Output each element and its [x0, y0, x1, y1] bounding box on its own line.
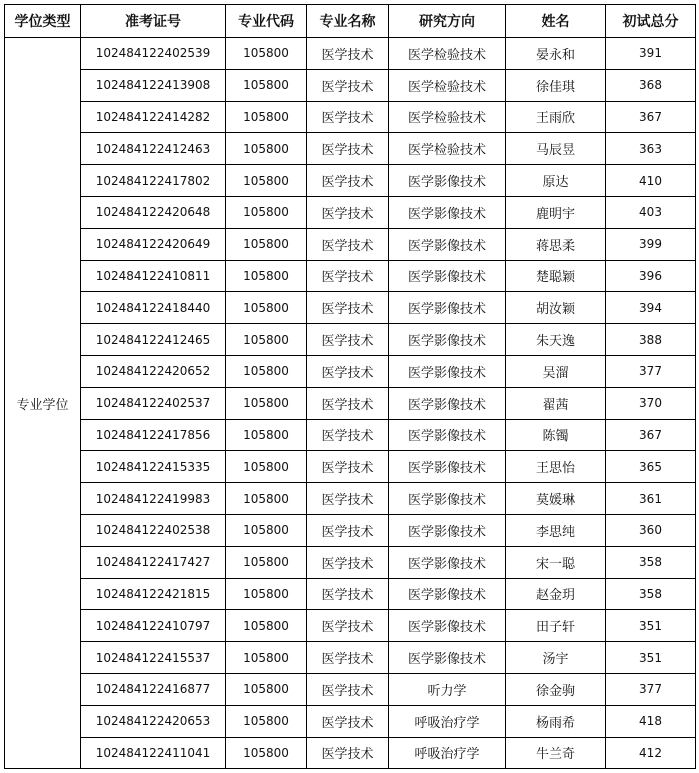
- major-name-cell: 医学技术: [307, 196, 389, 228]
- table-row: [5, 673, 696, 705]
- direction-cell: 医学影像技术: [389, 165, 506, 197]
- header-row: [5, 5, 696, 38]
- student-name-cell: 莫媛琳: [506, 483, 606, 515]
- direction-cell: 医学检验技术: [389, 38, 506, 70]
- score-cell: 410: [606, 165, 696, 197]
- student-name-cell: 翟茜: [506, 387, 606, 419]
- student-name-cell: 宋一聪: [506, 546, 606, 578]
- table-row: [5, 514, 696, 546]
- direction-cell: 医学影像技术: [389, 387, 506, 419]
- table-row: [5, 324, 696, 356]
- score-cell: 396: [606, 260, 696, 292]
- score-cell: 367: [606, 101, 696, 133]
- major-name-cell: 医学技术: [307, 483, 389, 515]
- exam-id-cell: 102484122420649: [81, 228, 226, 260]
- exam-id-cell: 102484122420652: [81, 355, 226, 387]
- score-cell: 394: [606, 292, 696, 324]
- table-row: [5, 101, 696, 133]
- score-cell: 418: [606, 705, 696, 737]
- direction-cell: 医学影像技术: [389, 642, 506, 674]
- header-name: 姓名: [506, 5, 606, 38]
- direction-cell: 医学影像技术: [389, 514, 506, 546]
- major-name-cell: 医学技术: [307, 228, 389, 260]
- direction-cell: 医学影像技术: [389, 546, 506, 578]
- major-code-cell: 105800: [226, 578, 307, 610]
- major-code-cell: 105800: [226, 642, 307, 674]
- direction-cell: 呼吸治疗学: [389, 737, 506, 769]
- major-code-cell: 105800: [226, 705, 307, 737]
- exam-id-cell: 102484122417802: [81, 165, 226, 197]
- student-name-cell: 陈镯: [506, 419, 606, 451]
- exam-id-cell: 102484122414282: [81, 101, 226, 133]
- major-name-cell: 医学技术: [307, 419, 389, 451]
- major-name-cell: 医学技术: [307, 38, 389, 70]
- direction-cell: 医学影像技术: [389, 324, 506, 356]
- major-code-cell: 105800: [226, 546, 307, 578]
- score-cell: 399: [606, 228, 696, 260]
- major-name-cell: 医学技术: [307, 324, 389, 356]
- direction-cell: 医学影像技术: [389, 292, 506, 324]
- direction-cell: 医学影像技术: [389, 228, 506, 260]
- major-name-cell: 医学技术: [307, 578, 389, 610]
- exam-id-cell: 102484122417427: [81, 546, 226, 578]
- student-name-cell: 李思纯: [506, 514, 606, 546]
- score-cell: 351: [606, 642, 696, 674]
- major-code-cell: 105800: [226, 387, 307, 419]
- direction-cell: 医学影像技术: [389, 578, 506, 610]
- header-major-code: 专业代码: [226, 5, 307, 38]
- student-name-cell: 蒋思柔: [506, 228, 606, 260]
- table-row: [5, 69, 696, 101]
- exam-id-cell: 102484122402537: [81, 387, 226, 419]
- major-name-cell: 医学技术: [307, 101, 389, 133]
- table-row: [5, 228, 696, 260]
- table-row: [5, 133, 696, 165]
- score-cell: 361: [606, 483, 696, 515]
- degree-type-cell: 专业学位: [5, 38, 81, 769]
- header-score: 初试总分: [606, 5, 696, 38]
- exam-id-cell: 102484122412465: [81, 324, 226, 356]
- direction-cell: 医学影像技术: [389, 610, 506, 642]
- score-cell: 377: [606, 355, 696, 387]
- major-code-cell: 105800: [226, 324, 307, 356]
- major-code-cell: 105800: [226, 38, 307, 70]
- score-table: [4, 4, 696, 769]
- table-row: [5, 483, 696, 515]
- student-name-cell: 杨雨希: [506, 705, 606, 737]
- student-name-cell: 鹿明宇: [506, 196, 606, 228]
- student-name-cell: 牛兰奇: [506, 737, 606, 769]
- score-cell: 368: [606, 69, 696, 101]
- direction-cell: 医学检验技术: [389, 133, 506, 165]
- student-name-cell: 汤宇: [506, 642, 606, 674]
- table-row: [5, 610, 696, 642]
- major-code-cell: 105800: [226, 419, 307, 451]
- direction-cell: 医学影像技术: [389, 196, 506, 228]
- table-row: [5, 355, 696, 387]
- student-name-cell: 吴溜: [506, 355, 606, 387]
- major-code-cell: 105800: [226, 514, 307, 546]
- major-name-cell: 医学技术: [307, 133, 389, 165]
- student-name-cell: 徐佳琪: [506, 69, 606, 101]
- table-row: [5, 737, 696, 769]
- major-code-cell: 105800: [226, 228, 307, 260]
- direction-cell: 医学影像技术: [389, 451, 506, 483]
- exam-id-cell: 102484122421815: [81, 578, 226, 610]
- score-cell: 403: [606, 196, 696, 228]
- score-cell: 412: [606, 737, 696, 769]
- direction-cell: 医学检验技术: [389, 101, 506, 133]
- table-row: [5, 387, 696, 419]
- major-code-cell: 105800: [226, 133, 307, 165]
- direction-cell: 医学影像技术: [389, 355, 506, 387]
- student-name-cell: 王思怡: [506, 451, 606, 483]
- exam-id-cell: 102484122410797: [81, 610, 226, 642]
- major-name-cell: 医学技术: [307, 514, 389, 546]
- major-code-cell: 105800: [226, 737, 307, 769]
- major-name-cell: 医学技术: [307, 165, 389, 197]
- table-row: [5, 196, 696, 228]
- exam-id-cell: 102484122402538: [81, 514, 226, 546]
- major-code-cell: 105800: [226, 260, 307, 292]
- student-name-cell: 原达: [506, 165, 606, 197]
- table-row: [5, 38, 696, 70]
- student-name-cell: 田子轩: [506, 610, 606, 642]
- direction-cell: 医学影像技术: [389, 419, 506, 451]
- table-body: [5, 38, 696, 769]
- major-name-cell: 医学技术: [307, 642, 389, 674]
- major-name-cell: 医学技术: [307, 69, 389, 101]
- major-code-cell: 105800: [226, 165, 307, 197]
- major-name-cell: 医学技术: [307, 451, 389, 483]
- student-name-cell: 楚聪颖: [506, 260, 606, 292]
- direction-cell: 听力学: [389, 673, 506, 705]
- major-code-cell: 105800: [226, 610, 307, 642]
- student-name-cell: 晏永和: [506, 38, 606, 70]
- exam-id-cell: 102484122420653: [81, 705, 226, 737]
- major-name-cell: 医学技术: [307, 260, 389, 292]
- score-cell: 363: [606, 133, 696, 165]
- exam-id-cell: 102484122412463: [81, 133, 226, 165]
- major-name-cell: 医学技术: [307, 673, 389, 705]
- table-row: [5, 292, 696, 324]
- exam-id-cell: 102484122417856: [81, 419, 226, 451]
- major-code-cell: 105800: [226, 483, 307, 515]
- score-cell: 358: [606, 546, 696, 578]
- student-name-cell: 王雨欣: [506, 101, 606, 133]
- table-row: [5, 451, 696, 483]
- table-row: [5, 165, 696, 197]
- header-exam-id: 准考证号: [81, 5, 226, 38]
- table-row: [5, 642, 696, 674]
- student-name-cell: 朱天逸: [506, 324, 606, 356]
- exam-id-cell: 102484122402539: [81, 38, 226, 70]
- table-row: [5, 260, 696, 292]
- exam-id-cell: 102484122415537: [81, 642, 226, 674]
- major-code-cell: 105800: [226, 196, 307, 228]
- exam-id-cell: 102484122410811: [81, 260, 226, 292]
- exam-id-cell: 102484122413908: [81, 69, 226, 101]
- direction-cell: 医学影像技术: [389, 483, 506, 515]
- direction-cell: 医学影像技术: [389, 260, 506, 292]
- direction-cell: 呼吸治疗学: [389, 705, 506, 737]
- score-cell: 365: [606, 451, 696, 483]
- student-name-cell: 赵金玥: [506, 578, 606, 610]
- major-code-cell: 105800: [226, 69, 307, 101]
- exam-id-cell: 102484122420648: [81, 196, 226, 228]
- score-cell: 367: [606, 419, 696, 451]
- major-code-cell: 105800: [226, 355, 307, 387]
- score-cell: 391: [606, 38, 696, 70]
- table-row: [5, 578, 696, 610]
- score-cell: 370: [606, 387, 696, 419]
- major-name-cell: 医学技术: [307, 610, 389, 642]
- exam-id-cell: 102484122411041: [81, 737, 226, 769]
- exam-id-cell: 102484122418440: [81, 292, 226, 324]
- major-name-cell: 医学技术: [307, 546, 389, 578]
- score-cell: 377: [606, 673, 696, 705]
- header-major-name: 专业名称: [307, 5, 389, 38]
- major-code-cell: 105800: [226, 673, 307, 705]
- table-row: [5, 419, 696, 451]
- score-cell: 388: [606, 324, 696, 356]
- score-cell: 358: [606, 578, 696, 610]
- score-cell: 351: [606, 610, 696, 642]
- major-code-cell: 105800: [226, 292, 307, 324]
- major-name-cell: 医学技术: [307, 737, 389, 769]
- exam-id-cell: 102484122416877: [81, 673, 226, 705]
- student-name-cell: 徐金驹: [506, 673, 606, 705]
- student-name-cell: 马辰昱: [506, 133, 606, 165]
- direction-cell: 医学检验技术: [389, 69, 506, 101]
- table-row: [5, 705, 696, 737]
- major-code-cell: 105800: [226, 101, 307, 133]
- major-name-cell: 医学技术: [307, 705, 389, 737]
- exam-id-cell: 102484122415335: [81, 451, 226, 483]
- exam-id-cell: 102484122419983: [81, 483, 226, 515]
- header-degree-type: 学位类型: [5, 5, 81, 38]
- major-name-cell: 医学技术: [307, 292, 389, 324]
- major-name-cell: 医学技术: [307, 355, 389, 387]
- score-cell: 360: [606, 514, 696, 546]
- major-name-cell: 医学技术: [307, 387, 389, 419]
- major-code-cell: 105800: [226, 451, 307, 483]
- table-row: [5, 546, 696, 578]
- header-direction: 研究方向: [389, 5, 506, 38]
- student-name-cell: 胡汝颖: [506, 292, 606, 324]
